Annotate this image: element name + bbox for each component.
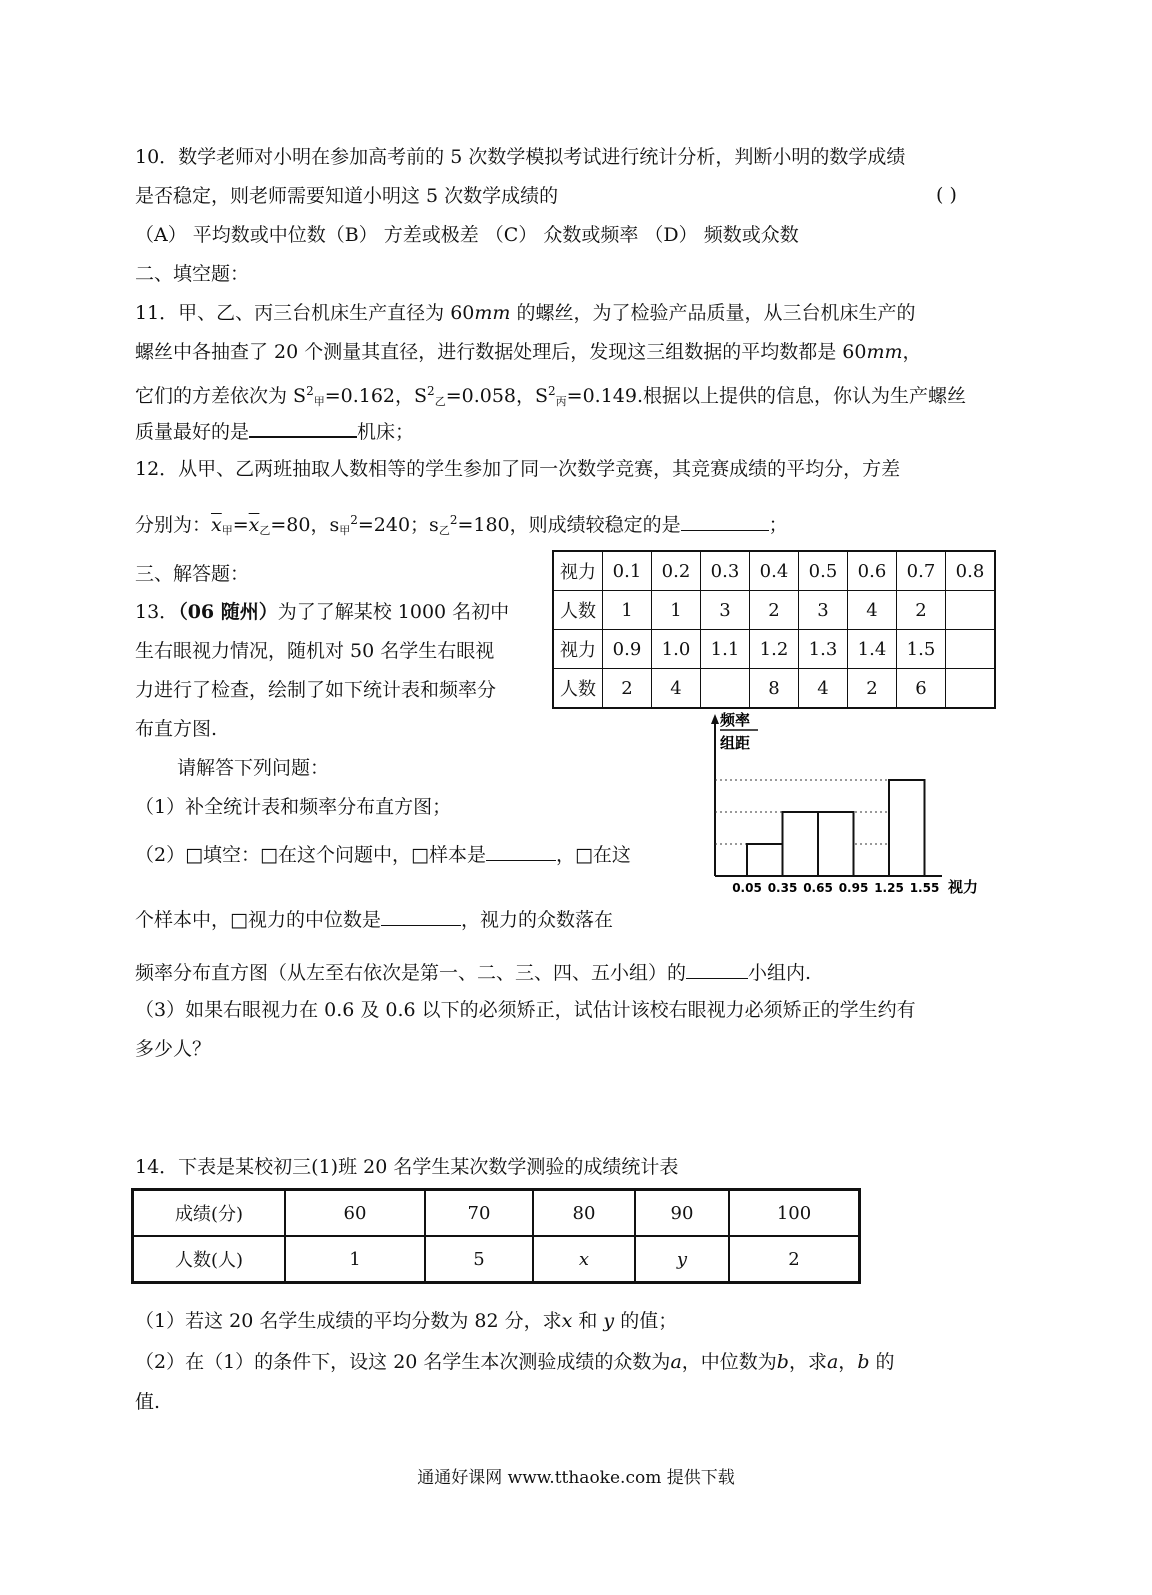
y-label-top: 频率: [720, 712, 751, 729]
vision-table-cell: 1.0: [652, 630, 701, 669]
q12-line1: 12．从甲、乙两班抽取人数相等的学生参加了同一次数学竞赛，其竞赛成绩的平均分，方差: [135, 458, 901, 480]
scores-table-cell: 1: [285, 1236, 425, 1283]
q13-part2-line1: （2）□填空：□在这个问题中，□样本是 ，□在这: [135, 844, 631, 866]
scores-table-header-cell: 成绩(分): [133, 1190, 286, 1237]
scores-table-cell: 2: [729, 1236, 860, 1283]
q11-line2: 螺丝中各抽查了 20 个测量其直径，进行数据处理后，发现这三组数据的平均数都是 60mm，: [135, 341, 922, 363]
q14-title: 14．下表是某校初三(1)班 20 名学生某次数学测验的成绩统计表: [135, 1156, 679, 1178]
vision-table-header-cell: 视力: [553, 630, 603, 669]
vision-table-cell[interactable]: [701, 669, 750, 709]
frequency-histogram: [690, 712, 1000, 902]
histogram-bar: [783, 812, 819, 876]
vision-table-cell[interactable]: [946, 669, 996, 709]
scores-table-row: [133, 1190, 860, 1237]
q11-line4: 质量最好的是 机床；: [135, 418, 414, 444]
vision-table-cell: 0.6: [848, 551, 897, 591]
scores-table-row: [133, 1236, 860, 1283]
q14-part2-line2: 值.: [135, 1391, 161, 1413]
vision-table-cell: 6: [897, 669, 946, 709]
x-tick-label: 1.25: [874, 881, 904, 895]
vision-table-cell: 0.2: [652, 551, 701, 591]
vision-table-cell: 4: [799, 669, 848, 709]
x-tick-label: 1.55: [909, 881, 940, 895]
q14-part1: （1）若这 20 名学生成绩的平均分数为 82 分，求x 和 y 的值；: [135, 1310, 678, 1332]
q13-mode-group-blank[interactable]: [686, 960, 748, 979]
vision-table-cell: 4: [848, 591, 897, 630]
x-tick-label: 0.65: [803, 881, 833, 895]
q13-part2-line3: 频率分布直方图（从左至右依次是第一、二、三、四、五小组）的 小组内.: [135, 962, 812, 984]
footer-source: 通通好课网 www.tthaoke.com 提供下载: [417, 1468, 735, 1488]
q12-answer-blank[interactable]: [681, 512, 769, 531]
x-tick-label: 0.35: [767, 881, 798, 895]
vision-table-row: [553, 630, 995, 669]
section-answer-heading: 三、解答题：: [135, 563, 250, 585]
vision-table-cell: 0.5: [799, 551, 848, 591]
q10-options: （A） 平均数或中位数（B） 方差或极差 （C） 众数或频率 （D） 频数或众数: [135, 224, 799, 246]
q10-answer-bracket: ( ): [936, 184, 957, 206]
scores-table: [131, 1188, 861, 1284]
vision-table-row: [553, 551, 995, 591]
q13-median-blank[interactable]: [381, 907, 461, 926]
vision-table-cell: 0.8: [946, 551, 996, 591]
vision-table-cell[interactable]: [946, 630, 996, 669]
scores-table-cell: 70: [425, 1190, 533, 1237]
vision-table-cell: 1.3: [799, 630, 848, 669]
x-tick-label: 0.05: [732, 881, 762, 895]
vision-table-cell: 3: [799, 591, 848, 630]
vision-table-cell: 4: [652, 669, 701, 709]
q13-part3-line2: 多少人？: [135, 1038, 212, 1060]
scores-table-cell: 100: [729, 1190, 860, 1237]
vision-table-cell: 2: [897, 591, 946, 630]
y-axis-arrow-icon: [711, 714, 719, 724]
vision-table-cell: 1.4: [848, 630, 897, 669]
section-fill-in-heading: 二、填空题：: [135, 263, 250, 285]
vision-table-cell: 1.1: [701, 630, 750, 669]
vision-table-row: [553, 591, 995, 630]
vision-table-cell: 1.2: [750, 630, 799, 669]
vision-table-cell: 1: [652, 591, 701, 630]
vision-table-cell: 1.5: [897, 630, 946, 669]
y-label-bottom: 组距: [720, 734, 751, 752]
vision-table-cell: 8: [750, 669, 799, 709]
vision-table: [552, 550, 996, 709]
q11-line1: 11．甲、乙、丙三台机床生产直径为 60mm 的螺丝，为了检验产品质量，从三台机床生产的: [135, 302, 916, 324]
x-tick-label: 0.95: [838, 881, 869, 895]
scores-table-cell: 5: [425, 1236, 533, 1283]
scores-table-cell: x: [533, 1236, 635, 1283]
x-label: 视力: [948, 878, 979, 896]
q13-sample-blank[interactable]: [486, 842, 556, 861]
q10-line1: 10．数学老师对小明在参加高考前的 5 次数学模拟考试进行统计分析，判断小明的数学成绩: [135, 146, 906, 168]
vision-table-cell[interactable]: [946, 591, 996, 630]
scores-table-cell: 90: [635, 1190, 729, 1237]
scores-table-header-cell: 人数(人): [133, 1236, 286, 1283]
vision-table-cell: 0.3: [701, 551, 750, 591]
vision-table-header-cell: 人数: [553, 669, 603, 709]
q13-line4: 布直方图.: [135, 718, 218, 740]
vision-table-cell: 0.7: [897, 551, 946, 591]
vision-table-cell: 2: [750, 591, 799, 630]
vision-table-header-cell: 人数: [553, 591, 603, 630]
q13-line3: 力进行了检查，绘制了如下统计表和频率分: [135, 679, 497, 701]
q11-line3: 它们的方差依次为 $S^2_甲=0.162$，$S^2_乙=0.058$，$S^2_丙=0.149$.根据以上提供的信息，你认为生产螺丝: [135, 384, 967, 408]
q13-line2: 生右眼视力情况，随机对 50 名学生右眼视: [135, 640, 495, 662]
vision-table-cell: 0.9: [603, 630, 652, 669]
vision-table-row: [553, 669, 995, 709]
q14-part2-line1: （2）在（1）的条件下，设这 20 名学生本次测验成绩的众数为a，中位数为b，求a，b 的: [135, 1351, 895, 1373]
histogram-bar: [889, 780, 925, 876]
q13-part2-line2: 个样本中，□视力的中位数是 ，视力的众数落在: [135, 909, 613, 931]
q12-line2: 分别为：$\overline{x}_甲=\overline{x}_乙=80$，$s_甲^2=240$；$s_乙^2=180$，则成绩较稳定的是 ；: [135, 513, 788, 537]
q13-line1: 13．（06 随州）为了了解某校 1000 名初中: [135, 601, 510, 623]
histogram-bar: [818, 812, 854, 876]
scores-table-cell: 60: [285, 1190, 425, 1237]
vision-table-cell: 0.4: [750, 551, 799, 591]
scores-table-cell: y: [635, 1236, 729, 1283]
vision-table-header-cell: 视力: [553, 551, 603, 591]
q13-part1: （1）补全统计表和频率分布直方图；: [135, 796, 452, 818]
vision-table-cell: 3: [701, 591, 750, 630]
vision-table-cell: 2: [848, 669, 897, 709]
vision-table-cell: 2: [603, 669, 652, 709]
q11-answer-blank[interactable]: [249, 418, 357, 438]
vision-table-cell: 1: [603, 591, 652, 630]
q13-line5: 请解答下列问题：: [177, 757, 330, 779]
q13-part3-line1: （3）如果右眼视力在 0.6 及 0.6 以下的必须矫正，试估计该校右眼视力必须矫正的学生约有: [135, 999, 916, 1021]
q10-line2: 是否稳定，则老师需要知道小明这 5 次数学成绩的: [135, 185, 559, 207]
scores-table-cell: 80: [533, 1190, 635, 1237]
histogram-bar: [747, 844, 783, 876]
vision-table-cell: 0.1: [603, 551, 652, 591]
